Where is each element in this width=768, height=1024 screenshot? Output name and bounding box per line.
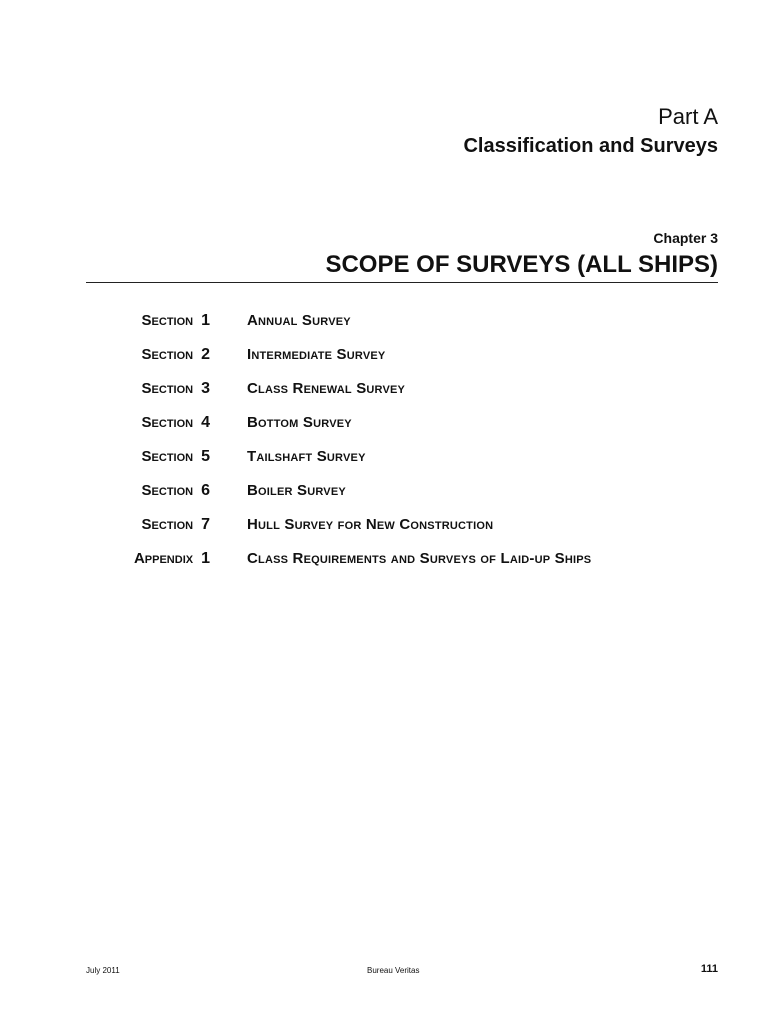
- toc-entry-kind: Section: [141, 482, 194, 499]
- toc-entry-number: [70, 377, 210, 401]
- toc-entry-kind: Section: [141, 380, 194, 397]
- toc-entry-title: Tailshaft Survey: [247, 448, 366, 465]
- toc-entry-number: [70, 309, 210, 333]
- toc-entry-section-4[interactable]: [0, 411, 768, 445]
- toc-entry-section-1[interactable]: [0, 309, 768, 343]
- toc-entry-number: [70, 343, 210, 367]
- toc-entry-number: [70, 445, 210, 469]
- toc-entry-number: [70, 411, 210, 435]
- title-divider: [86, 282, 718, 283]
- toc-entry-index: 7: [201, 516, 210, 533]
- toc-entry-kind: Section: [141, 516, 194, 533]
- toc-entry-title: Annual Survey: [247, 312, 351, 329]
- toc-entry-section-6[interactable]: [0, 479, 768, 513]
- toc-entry-index: 6: [201, 482, 210, 499]
- toc-entry-kind: Section: [141, 312, 194, 329]
- toc-entry-index: 5: [201, 448, 210, 465]
- toc-entry-kind: Section: [141, 414, 194, 431]
- toc-entry-section-5[interactable]: [0, 445, 768, 479]
- part-title: Classification and Surveys: [463, 135, 718, 157]
- footer-publisher: Bureau Veritas: [367, 966, 420, 975]
- toc-entry-kind: Section: [141, 346, 194, 363]
- toc-entry-index: 1: [201, 550, 210, 567]
- toc-entry-index: 3: [201, 380, 210, 397]
- toc-entry-number: [70, 513, 210, 537]
- chapter-label: Chapter 3: [653, 230, 718, 246]
- footer-date: July 2011: [86, 966, 120, 975]
- toc-entry-title: Class Requirements and Surveys of Laid-up Ships: [247, 550, 592, 567]
- toc-entry-kind: Appendix: [133, 550, 194, 567]
- toc-entry-section-7[interactable]: [0, 513, 768, 547]
- table-of-contents: [0, 309, 768, 581]
- chapter-title: SCOPE OF SURVEYS (ALL SHIPS): [325, 251, 718, 278]
- toc-entry-index: 4: [201, 414, 210, 431]
- toc-entry-section-3[interactable]: [0, 377, 768, 411]
- toc-entry-title: Class Renewal Survey: [247, 380, 406, 397]
- toc-entry-kind: Section: [141, 448, 194, 465]
- toc-entry-title: Boiler Survey: [247, 482, 346, 499]
- toc-entry-title: Bottom Survey: [247, 414, 352, 431]
- toc-entry-number: [70, 479, 210, 503]
- toc-entry-index: 2: [201, 346, 210, 363]
- toc-entry-appendix-1[interactable]: [0, 547, 768, 581]
- part-label: Part A: [658, 104, 718, 129]
- toc-entry-title: Hull Survey for New Construction: [247, 516, 494, 533]
- toc-entry-section-2[interactable]: [0, 343, 768, 377]
- page-number: 111: [700, 963, 718, 975]
- toc-entry-number: [70, 547, 210, 571]
- toc-entry-index: 1: [201, 312, 210, 329]
- toc-entry-title: Intermediate Survey: [247, 346, 386, 363]
